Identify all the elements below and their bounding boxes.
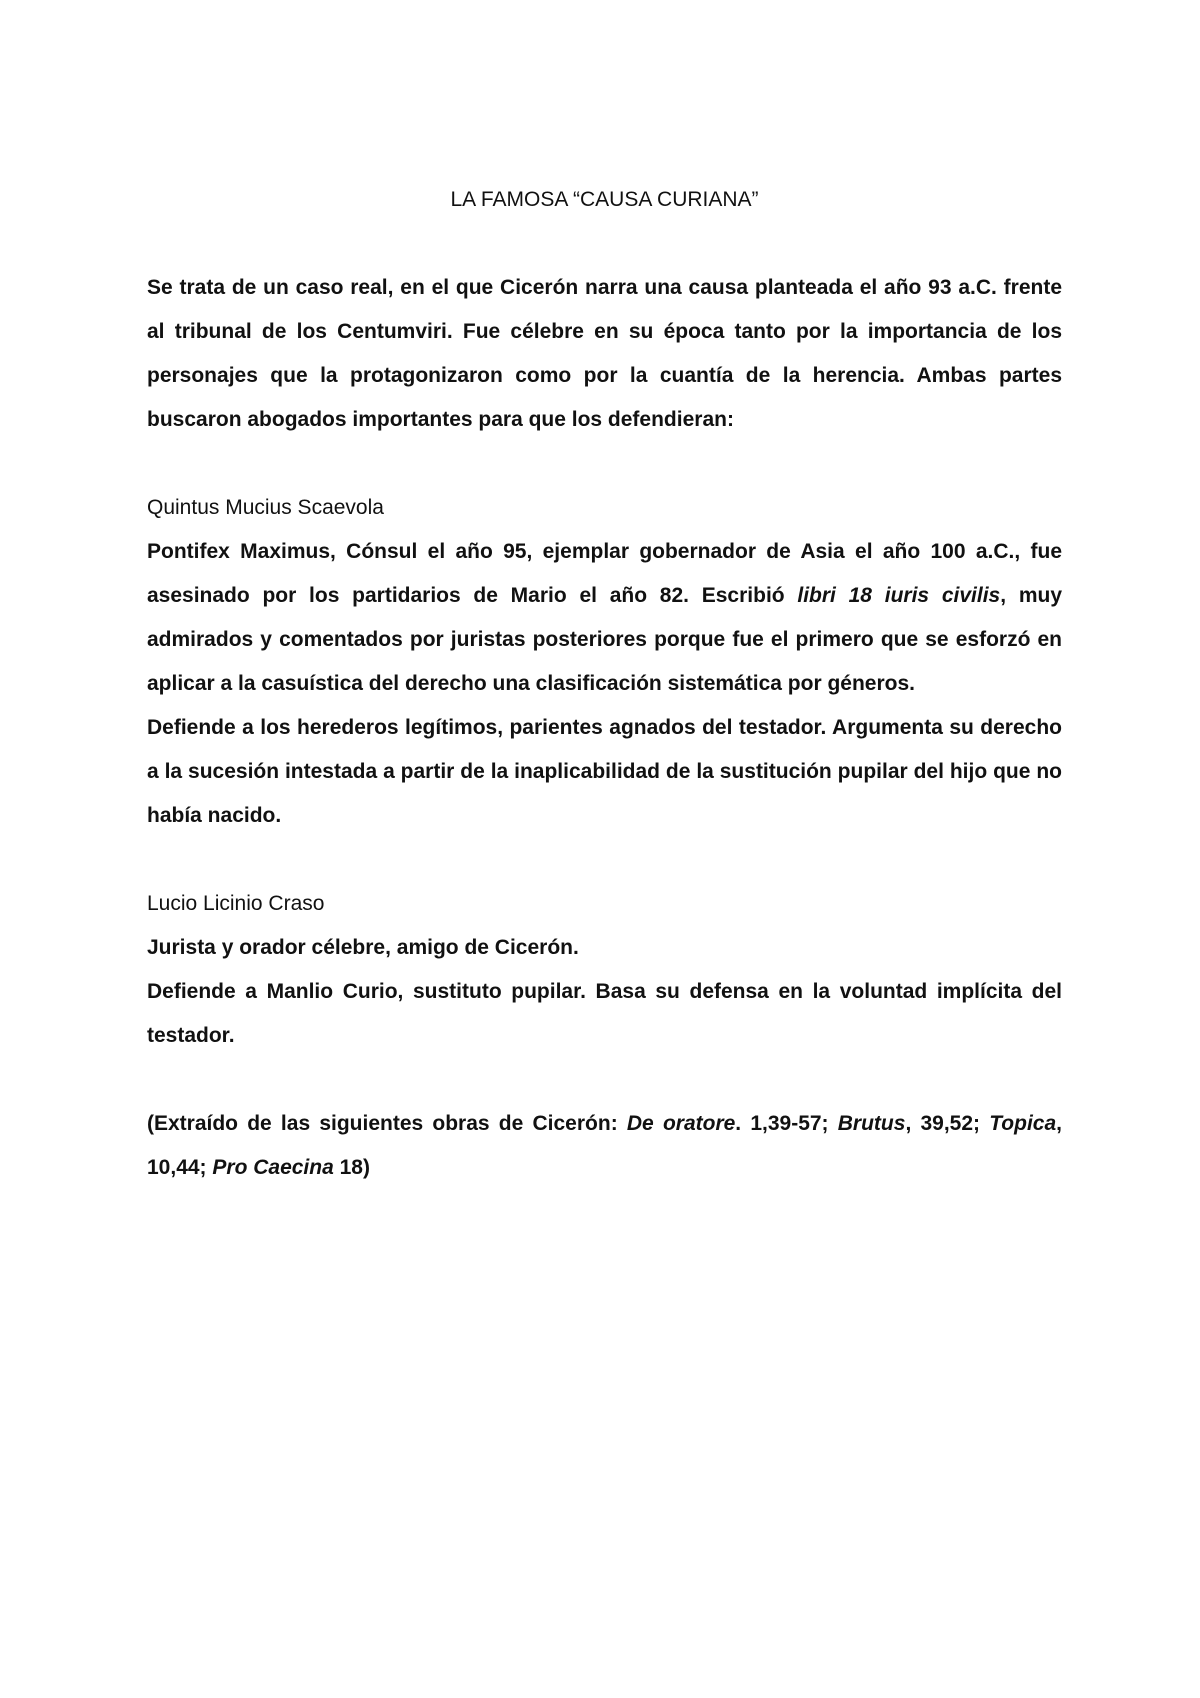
scaevola-bio: [147, 530, 1062, 706]
craso-defense: Defiende a Manlio Curio, sustituto pupilar. Basa su defensa en la voluntad implícita del testador.: [147, 980, 1062, 1047]
source-ref-2: , 39,52;: [905, 1112, 990, 1135]
source-work-topica: Topica: [989, 1112, 1057, 1135]
source-work-brutus: Brutus: [837, 1112, 906, 1135]
source-ref-1: . 1,39-57;: [735, 1112, 838, 1135]
source-work-pro-caecina: Pro Caecina: [212, 1156, 334, 1179]
scaevola-bio-work-title: libri 18 iuris civilis: [797, 584, 1001, 607]
source-work-de-oratore: De oratore: [626, 1112, 736, 1135]
scaevola-bio-text-1: Pontifex Maximus, Cónsul el año 95, ejemplar gobernador de Asia el año 100 a.C., fue asesinado por los partidarios de Mario el año 82. Escribió: [147, 540, 1062, 607]
source-ref-4: 18): [333, 1156, 370, 1179]
source-citation: [147, 1102, 1062, 1190]
craso-bio: Jurista y orador célebre, amigo de Cicerón.: [147, 936, 579, 959]
document-body: [147, 178, 1062, 1190]
intro-paragraph: Se trata de un caso real, en el que Cicerón narra una causa planteada el año 93 a.C. frente al tribunal de los Centumviri. Fue célebre en su época tanto por la importancia de los personajes que la protagonizaron como por la cuantía de la herencia. Ambas partes buscaron abogados importantes para que los defendieran:: [147, 276, 1062, 431]
scaevola-defense: Defiende a los herederos legítimos, parientes agnados del testador. Argumenta su derecho a la sucesión intestada a partir de la inaplicabilidad de la sustitución pupilar del hijo que no había nacido.: [147, 716, 1062, 827]
document-title: LA FAMOSA “CAUSA CURIANA”: [450, 188, 759, 211]
source-ref-3: , 10,44;: [147, 1112, 1062, 1179]
scaevola-bio-text-2: , muy admirados y comentados por juristas posteriores porque fue el primero que se esforzó en aplicar a la casuística del derecho una clasificación sistemática por géneros.: [147, 584, 1063, 695]
scaevola-name: Quintus Mucius Scaevola: [147, 496, 384, 519]
craso-name: Lucio Licinio Craso: [147, 892, 325, 915]
source-prefix: (Extraído de las siguientes obras de Cicerón:: [147, 1112, 627, 1135]
